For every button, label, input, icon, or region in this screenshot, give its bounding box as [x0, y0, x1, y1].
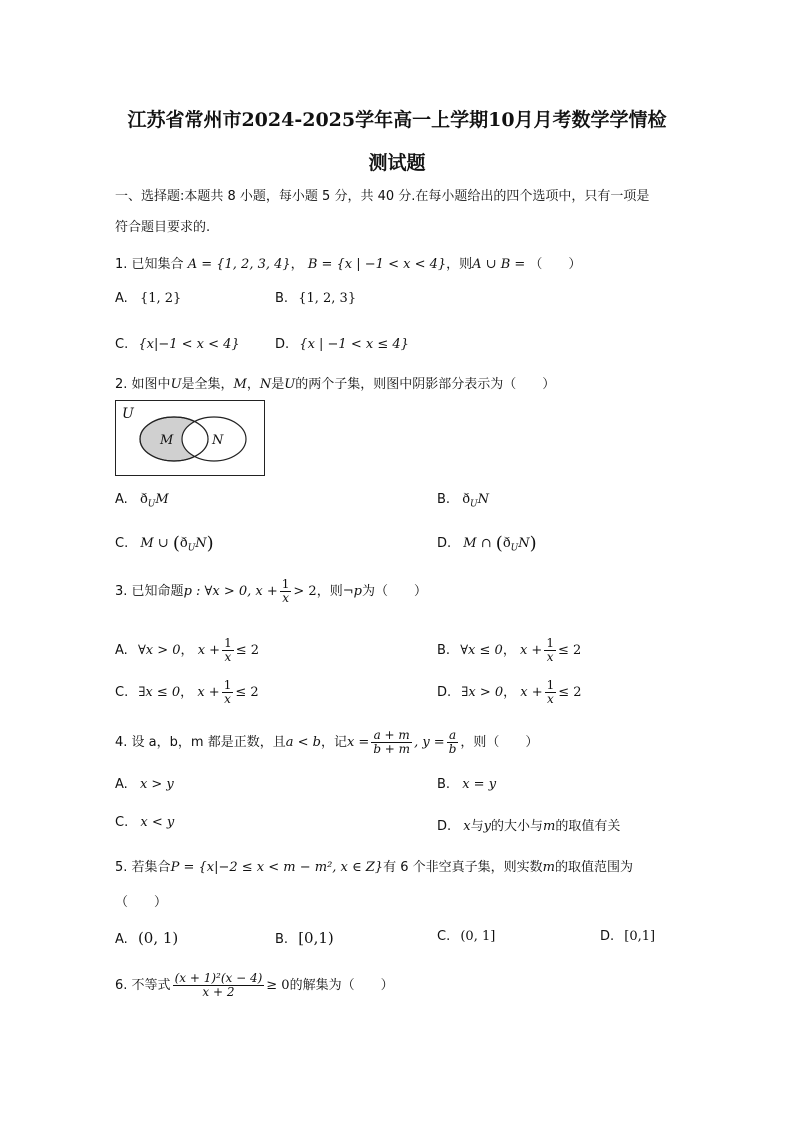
q2-option-a	[115, 492, 169, 510]
q4-option-a-label: A.	[115, 777, 128, 792]
q4-option-b-label: B.	[437, 777, 451, 792]
q3-option-c-den: x	[224, 692, 231, 706]
q3-option-a-tail: ≤ 2	[235, 643, 259, 658]
q1-option-d-label: D.	[275, 337, 290, 352]
q1-option-b-label: B.	[275, 291, 289, 306]
q5-set: P = {x|−2 ≤ x < m − m², x ∈ Z}	[170, 860, 384, 875]
q5-option-a-label: A.	[115, 932, 128, 947]
q2-option-c-op: ð	[179, 536, 188, 551]
q6-tail: ≥ 0	[266, 978, 290, 993]
q1-option-b	[275, 291, 356, 306]
q3-option-a	[115, 637, 259, 664]
q1-option-a-text: {1, 2}	[139, 291, 182, 306]
q2-option-d-set: N	[518, 536, 530, 551]
q4-x-frac	[371, 729, 412, 756]
q4-option-d-m: m	[543, 819, 556, 834]
q2-option-c-label: C.	[115, 536, 129, 551]
q2-number: 2.	[115, 377, 128, 392]
q2-stem-b: 是全集，	[181, 377, 234, 392]
q3-option-c-num: 1	[223, 678, 232, 692]
q4-option-d	[437, 815, 620, 834]
q3-fraction	[280, 578, 292, 605]
q3-option-d-tail: ≤ 2	[558, 685, 582, 700]
q3-option-b-expr: x +	[519, 643, 543, 658]
q4-option-d-t2: 的大小与	[491, 819, 544, 834]
q3-option-a-label: A.	[115, 643, 128, 658]
q3-option-d-frac	[545, 679, 557, 706]
q3-prop: p : ∀x > 0, x +	[183, 584, 278, 599]
q3-option-d-pre: ∃x > 0	[461, 685, 504, 700]
q1-paren: （ ）	[529, 257, 582, 272]
q4-number: 4.	[115, 735, 128, 750]
q5-option-a	[115, 929, 178, 947]
q3-frac-num: 1	[281, 577, 290, 591]
q3-option-c-expr: x +	[197, 685, 220, 700]
q3-option-d-den: x	[547, 692, 554, 706]
q3-option-b-den: x	[546, 650, 554, 664]
q4-y-eq: , y =	[414, 735, 445, 750]
venn-label-u: U	[122, 406, 134, 422]
q1-set-a: A = {1, 2, 3, 4}	[187, 257, 291, 272]
q3-option-d	[437, 679, 582, 706]
q2-option-c-sub: U	[187, 543, 196, 554]
q1-number: 1.	[115, 257, 128, 272]
q2-m: M	[233, 377, 247, 392]
q1-set-b: B = {x | −1 < x < 4}	[307, 257, 447, 272]
q5-paren: （ ）	[115, 895, 168, 910]
q1-option-c-label: C.	[115, 337, 129, 352]
venn-label-n: N	[212, 433, 224, 448]
section-intro-line2: 符合题目要求的.	[115, 220, 211, 235]
q3-option-a-den: x	[224, 650, 232, 664]
q2-comma: ，	[246, 377, 260, 392]
q1-option-d	[275, 337, 409, 352]
q2-option-d-op: ð	[502, 536, 511, 551]
q5-stem-b: 有 6 个非空真子集，则实数	[383, 860, 543, 875]
q6-stem-b: 的解集为（ ）	[289, 978, 394, 993]
q4-option-d-x: x	[463, 819, 471, 834]
q4-stem-b: ，记	[320, 735, 347, 750]
q4-y-num: a	[447, 729, 459, 743]
q4-x-den: b + m	[373, 742, 411, 756]
question-5	[115, 856, 633, 875]
q4-cond: a < b	[285, 735, 321, 750]
venn-label-m: M	[160, 433, 174, 448]
q1-option-a	[115, 291, 181, 306]
q5-option-a-text: (0, 1)	[137, 929, 179, 947]
q3-option-b-num: 1	[546, 636, 554, 650]
q4-option-b-text: x = y	[462, 777, 497, 792]
q3-frac-den: x	[282, 591, 289, 605]
q2-option-a-set: M	[155, 492, 169, 507]
q5-option-c-label: C.	[437, 929, 451, 944]
q2-option-b-label: B.	[437, 492, 451, 507]
q3-option-b-label: B.	[437, 643, 451, 658]
q3-prop-tail: > 2	[293, 584, 317, 599]
q3-stem-c: 为（ ）	[361, 584, 427, 599]
q1-stem-b: ，则	[446, 257, 473, 272]
q1-option-a-label: A.	[115, 291, 128, 306]
q5-option-c	[437, 929, 495, 944]
q3-option-c-tail: ≤ 2	[235, 685, 259, 700]
q2-option-a-sub: U	[147, 499, 156, 510]
q3-option-d-label: D.	[437, 685, 452, 700]
q2-option-b-set: N	[477, 492, 489, 507]
q6-fraction	[173, 972, 265, 999]
venn-diagram	[115, 400, 265, 476]
q4-y-frac	[447, 729, 459, 756]
q2-stem-d: 的两个子集，则图中阴影部分表示为（ ）	[295, 377, 556, 392]
q5-option-b-label: B.	[275, 932, 289, 947]
q3-option-d-sep: ，	[503, 685, 517, 700]
q3-option-c-label: C.	[115, 685, 129, 700]
q2-option-a-label: A.	[115, 492, 128, 507]
q4-stem-c: ，则（ ）	[460, 735, 539, 750]
q5-option-d-label: D.	[600, 929, 615, 944]
q3-option-c-frac	[222, 679, 234, 706]
q4-option-d-t3: 的取值有关	[555, 819, 621, 834]
q3-option-a-sep: ，	[180, 643, 194, 658]
q1-option-b-text: {1, 2, 3}	[298, 291, 357, 306]
venn-svg	[116, 401, 264, 475]
q6-frac-num: (x + 1)²(x − 4)	[174, 971, 263, 985]
q3-option-c-sep: ，	[180, 685, 194, 700]
q4-option-c-label: C.	[115, 815, 129, 830]
q3-option-b-tail: ≤ 2	[557, 643, 582, 658]
q4-x-num: a + m	[371, 729, 412, 743]
q5-stem-c: 的取值范围为	[554, 860, 633, 875]
q2-stem-c: 是	[271, 377, 285, 392]
q4-option-d-t1: 与	[470, 819, 484, 834]
q5-option-d	[600, 929, 655, 944]
q4-option-a	[115, 777, 174, 792]
question-3	[115, 578, 427, 605]
q4-y-den: b	[448, 742, 457, 756]
q2-option-d-label: D.	[437, 536, 452, 551]
q2-option-d: D. M ∩ $(ð_UN)$	[437, 533, 537, 554]
q5-number: 5.	[115, 860, 128, 875]
q2-option-b-op: ð	[462, 492, 471, 507]
page-title-line2: 测试题	[368, 152, 426, 174]
q2-option-b	[437, 492, 489, 510]
q3-stem-b: ，则	[316, 584, 343, 599]
q6-stem-a: 不等式	[131, 978, 171, 993]
q6-frac-den: x + 2	[202, 985, 235, 999]
question-1	[115, 253, 581, 272]
q4-stem-a: 设 a，b，m 都是正数，且	[131, 735, 286, 750]
q2-option-c-pre: M ∪	[140, 536, 169, 551]
q3-stem-a: 已知命题	[131, 584, 184, 599]
q5-stem-a: 若集合	[131, 860, 171, 875]
q3-option-a-frac	[222, 637, 234, 664]
q2-option-a-op: ð	[139, 492, 148, 507]
q2-option-d-pre: M ∩	[463, 536, 492, 551]
q4-option-b	[437, 777, 496, 792]
q2-u: U	[170, 377, 182, 392]
q4-option-a-text: x > y	[139, 777, 174, 792]
q3-option-a-pre: ∀x > 0	[137, 643, 181, 658]
q4-x-eq: x =	[346, 735, 370, 750]
q1-option-c-text: {x|−1 < x < 4}	[138, 337, 240, 352]
section-intro-line1: 一、选择题:本题共 8 小题，每小题 5 分，共 40 分.在每小题给出的四个选项中，只有一项是	[115, 189, 650, 204]
q1-option-d-text: {x | −1 < x ≤ 4}	[299, 337, 409, 352]
q5-option-d-text: [0,1]	[624, 929, 656, 944]
q2-option-b-sub: U	[470, 499, 478, 510]
q2-option-c: C. M ∪ $(ð_UN)$	[115, 533, 214, 554]
q3-option-b-sep: ，	[502, 643, 516, 658]
q6-number: 6.	[115, 978, 128, 993]
q5-m: m	[542, 860, 555, 875]
q3-option-d-num: 1	[546, 678, 555, 692]
q3-option-c	[115, 679, 259, 706]
q4-option-c-text: x < y	[140, 815, 175, 830]
q1-stem-a: 已知集合	[131, 257, 184, 272]
q3-option-b-pre: ∀x ≤ 0	[460, 643, 503, 658]
q3-option-a-expr: x +	[197, 643, 221, 658]
q2-n: N	[259, 377, 272, 392]
q1-union: A ∪ B =	[472, 257, 526, 272]
q3-option-a-num: 1	[224, 636, 232, 650]
q3-neg: ¬p	[342, 584, 362, 599]
question-4	[115, 729, 538, 756]
q5-option-c-text: (0, 1]	[460, 929, 496, 944]
q3-option-b	[437, 637, 581, 664]
q5-option-b	[275, 929, 334, 947]
page-title-line1: 江苏省常州市2024-2025学年高一上学期10月月考数学学情检	[127, 109, 667, 131]
q2-option-d-sub: U	[510, 543, 519, 554]
question-2	[115, 373, 555, 392]
q3-number: 3.	[115, 584, 128, 599]
q3-option-c-pre: ∃x ≤ 0	[138, 685, 181, 700]
q3-option-b-frac	[544, 637, 556, 664]
q2-stem-a: 如图中	[131, 377, 171, 392]
q4-option-d-label: D.	[437, 819, 452, 834]
q4-option-d-y: y	[483, 819, 492, 834]
q2-u-2: U	[284, 377, 296, 392]
question-6	[115, 972, 394, 999]
q3-option-d-expr: x +	[520, 685, 543, 700]
q5-option-b-text: [0,1)	[298, 929, 334, 947]
q1-option-c	[115, 337, 240, 352]
q4-option-c	[115, 815, 174, 830]
q2-option-c-set: N	[195, 536, 207, 551]
q1-sep: ，	[290, 257, 304, 272]
